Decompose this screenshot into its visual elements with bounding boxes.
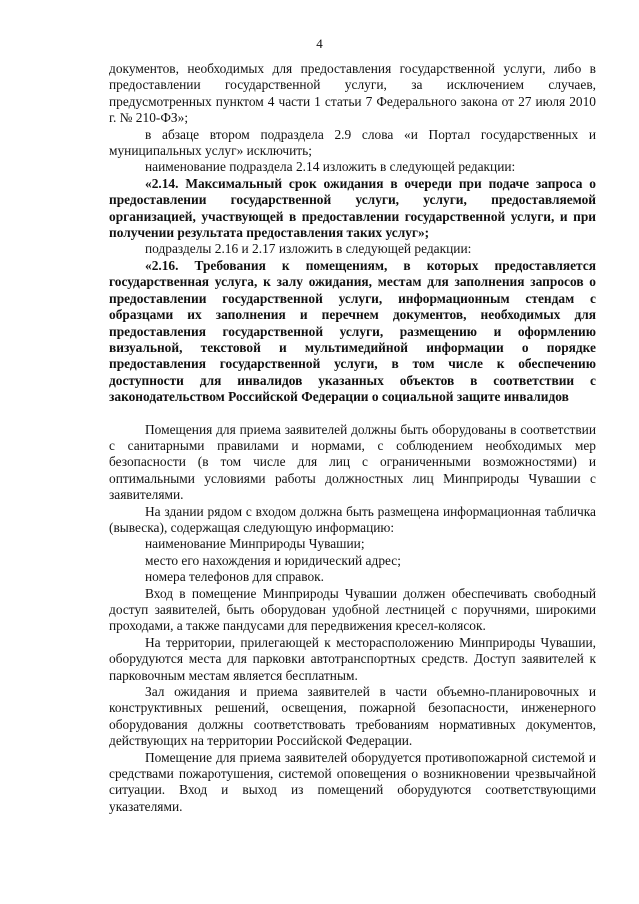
document-body — [109, 61, 596, 815]
paragraph-instruction-2-16: подразделы 2.16 и 2.17 изложить в следующей редакции: — [145, 241, 472, 257]
paragraph-amendment-2-9: в абзаце втором подраздела 2.9 слова «и Портал государственных и муниципальных услуг» исключить; — [109, 126, 596, 159]
paragraph-entrance: Вход в помещение Минприроды Чувашии должен обеспечивать свободный доступ заявителей, быть оборудован удобной лестницей с поручнями, широкими проходами, а также пандусами для передвижения кресел-колясок. — [109, 585, 596, 634]
paragraph-continuation: документов, необходимых для предоставления государственной услуги, либо в предоставлении государственной услуги, за исключением случаев, предусмотренных пунктом 4 части 1 статьи 7 Федерального закона от 27 июля 2010 г. № 210-ФЗ»; — [109, 61, 596, 126]
blank-line — [109, 406, 596, 422]
paragraph-waiting-hall: Зал ожидания и приема заявителей в части объемно-планировочных и конструктивных решений, освещения, пожарной безопасности, инженерного оборудования должны соответствовать требованиям нормативных документов, действующих на территории Российской Федерации. — [109, 684, 596, 749]
page-number: 4 — [316, 36, 323, 51]
list-item-phones: номера телефонов для справок. — [145, 569, 325, 585]
section-heading-2-14: «2.14. Максимальный срок ожидания в очереди при подаче запроса о предоставлении государственной услуги, услуги, предоставляемой организацией, участвующей в предоставлении государственной услуги, и при получении результата предоставления таких услуг»; — [109, 175, 596, 241]
list-item-address: место его нахождения и юридический адрес; — [145, 552, 401, 568]
paragraph-premises: Помещения для приема заявителей должны быть оборудованы в соответствии с санитарными правилами и нормами, с соблюдением необходимых мер безопасности (в том числе для лиц с ограниченными возможностями) и оптимальными условиями работы должностных лиц Минприроды Чувашии с заявителями. — [109, 421, 596, 503]
section-heading-2-16: «2.16. Требования к помещениям, в которых предоставляется государственная услуга, к залу ожидания, местам для заполнения запросов о предоставлении государственной услуги, информационным стендам с образцами их заполнения и перечнем документов, необходимых для предоставления государственной услуги, размещению и оформлению визуальной, текстовой и мультимедийной информации о порядке предоставления государственной услуги, в том числе к обеспечению доступности для инвалидов указанных объектов в соответствии с законодательством Российской Федерации о социальной защите инвалидов — [109, 257, 596, 405]
paragraph-signboard: На здании рядом с входом должна быть размещена информационная табличка (вывеска), содержащая следующую информацию: — [109, 503, 596, 535]
paragraph-instruction-2-14: наименование подраздела 2.14 изложить в следующей редакции: — [145, 159, 516, 175]
paragraph-parking: На территории, прилегающей к месторасположению Минприроды Чувашии, оборудуются места для парковки автотранспортных средств. Доступ заявителей к парковочным местам является бесплатным. — [109, 634, 596, 683]
list-item-name: наименование Минприроды Чувашии; — [145, 536, 365, 552]
paragraph-fire-safety: Помещение для приема заявителей оборудуется противопожарной системой и средствами пожаротушения, системой оповещения о возникновении чрезвычайной ситуации. Вход и выход из помещений оборудуются соответствующими указателями. — [109, 749, 596, 814]
